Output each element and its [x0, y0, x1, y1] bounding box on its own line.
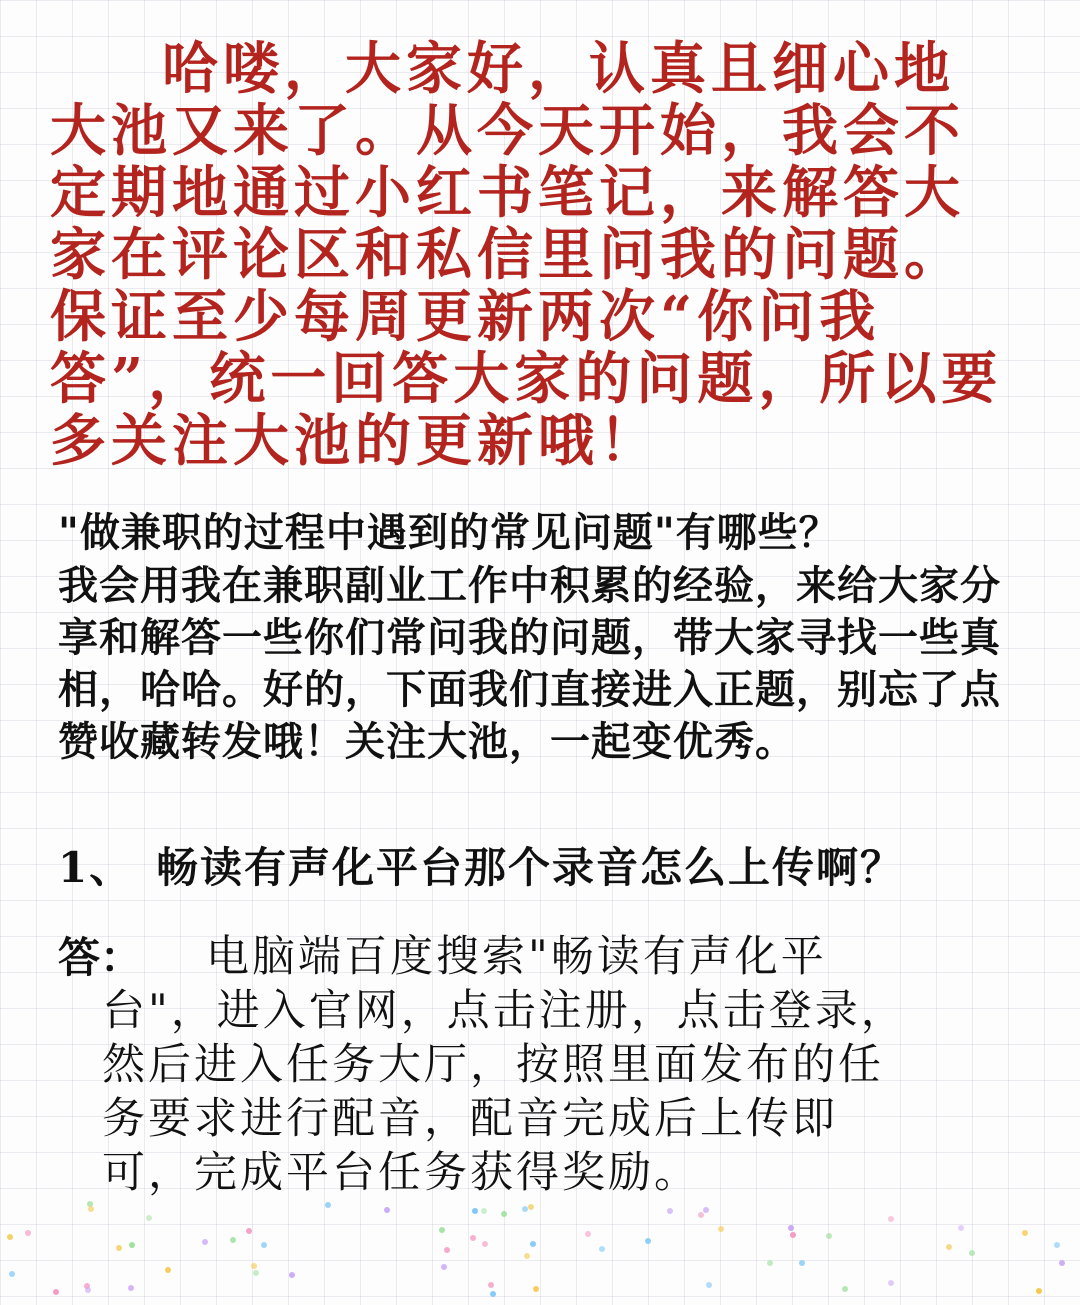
confetti-dot: [9, 1271, 15, 1277]
confetti-dot: [490, 1291, 496, 1297]
confetti-dot: [25, 1230, 31, 1236]
confetti-dot: [788, 1225, 794, 1231]
confetti-dot: [488, 1282, 494, 1288]
confetti-dot: [439, 1227, 445, 1233]
confetti-dot: [481, 1208, 487, 1214]
decorative-dots: [0, 1200, 1080, 1305]
confetti-dot: [767, 1260, 773, 1266]
confetti-dot: [946, 1244, 952, 1250]
confetti-dot: [261, 1242, 267, 1248]
confetti-dot: [667, 1208, 673, 1214]
confetti-dot: [146, 1215, 152, 1221]
confetti-dot: [88, 1206, 94, 1212]
confetti-dot: [522, 1206, 528, 1212]
question-1-number: 1、: [58, 843, 134, 892]
confetti-dot: [472, 1208, 478, 1214]
confetti-dot: [444, 1247, 450, 1253]
answer-label: 答：: [58, 933, 143, 982]
confetti-dot: [165, 1267, 171, 1273]
confetti-dot: [116, 1245, 122, 1251]
confetti-dot: [530, 1241, 536, 1247]
confetti-dot: [289, 1272, 295, 1278]
confetti-dot: [842, 1286, 848, 1292]
question-title: "做兼职的过程中遇到的常见问题"有哪些？: [58, 509, 840, 556]
confetti-dot: [1054, 1242, 1060, 1248]
question-1: [58, 840, 1038, 896]
confetti-dot: [698, 1212, 704, 1218]
confetti-dot: [53, 1289, 59, 1295]
answer-text: 电脑端百度搜索"畅读有声化平台"，进入官网，点击注册，点击登录，然后进入任务大厅，按照里面发布的任务要求进行配音，配音完成后上传即可，完成平台任务获得奖励。: [102, 932, 907, 1198]
confetti-dot: [888, 1280, 894, 1286]
confetti-dot: [1059, 1260, 1065, 1266]
confetti-dot: [533, 1286, 539, 1292]
confetti-dot: [799, 1260, 805, 1266]
confetti-dot: [7, 1234, 13, 1240]
confetti-dot: [888, 1216, 894, 1222]
confetti-dot: [826, 1233, 832, 1239]
confetti-dot: [790, 1232, 796, 1238]
confetti-dot: [128, 1285, 134, 1291]
confetti-dot: [325, 1202, 331, 1208]
confetti-dot: [585, 1231, 591, 1237]
confetti-dot: [599, 1246, 605, 1252]
confetti-dot: [969, 1250, 975, 1256]
confetti-dot: [202, 1239, 208, 1245]
confetti-dot: [470, 1235, 476, 1241]
confetti-dot: [85, 1287, 91, 1293]
intro-body-paragraph: 我会用我在兼职副业工作中积累的经验，来给大家分享和解答一些你们常问我的问题，带大家寻找一些真相，哈哈。好的，下面我们直接进入正题，别忘了点赞收藏转发哦！关注大池，一起变优秀。: [58, 562, 1001, 765]
confetti-dot: [230, 1237, 236, 1243]
confetti-dot: [441, 1264, 447, 1270]
question-1-text: 畅读有声化平台那个录音怎么上传啊？: [156, 843, 905, 892]
confetti-dot: [524, 1253, 530, 1259]
intro-paragraph: 哈喽，大家好，认真且细心地大池又来了。从今天开始，我会不定期地通过小红书笔记，来解答大家在评论区和私信里问我的问题。保证至少每周更新两次“你问我答”，统一回答大家的问题，所以要多关注大池的更新哦！: [50, 36, 1003, 474]
confetti-dot: [645, 1238, 651, 1244]
confetti-dot: [246, 1228, 252, 1234]
confetti-dot: [703, 1207, 709, 1213]
confetti-dot: [528, 1204, 534, 1210]
confetti-dot: [384, 1207, 390, 1213]
confetti-dot: [251, 1263, 257, 1269]
confetti-dot: [253, 1270, 259, 1276]
confetti-dot: [1022, 1230, 1028, 1236]
confetti-dot: [718, 1226, 724, 1232]
confetti-dot: [482, 1241, 488, 1247]
confetti-dot: [706, 1282, 712, 1288]
confetti-dot: [1036, 1288, 1042, 1294]
confetti-dot: [958, 1225, 964, 1231]
confetti-dot: [129, 1242, 135, 1248]
confetti-dot: [501, 1211, 507, 1217]
